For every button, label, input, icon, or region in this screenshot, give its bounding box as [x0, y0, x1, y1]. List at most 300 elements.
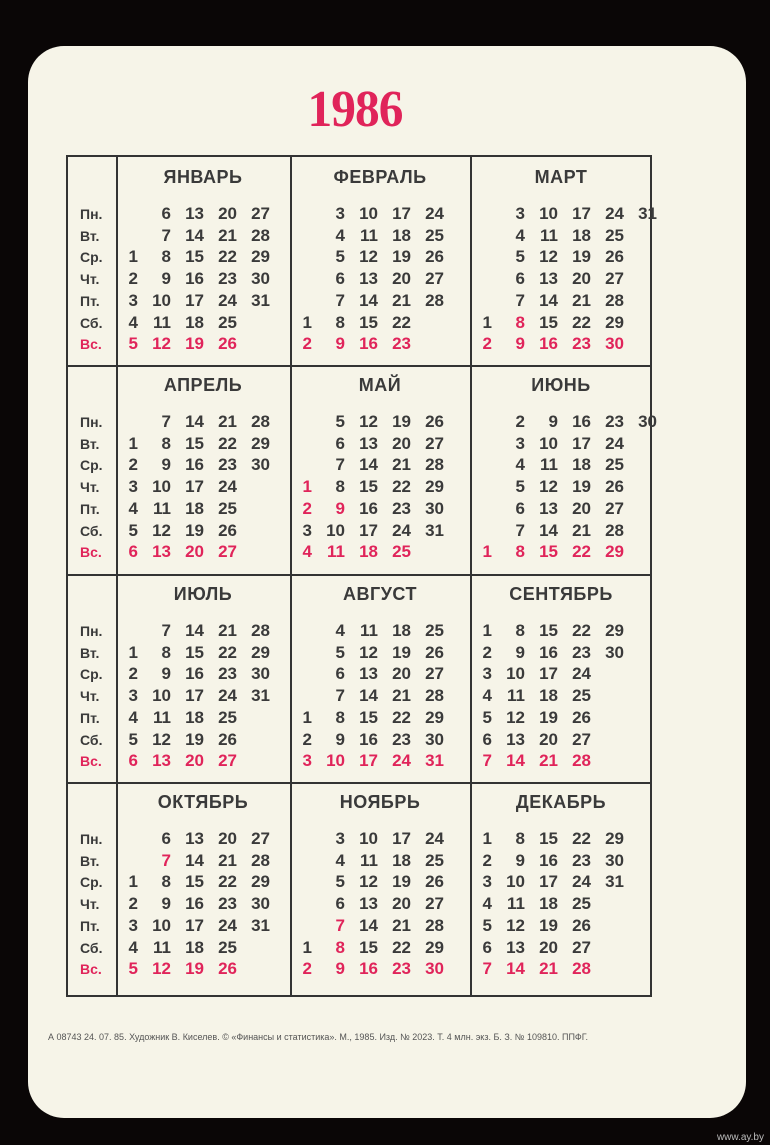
day-number: 2 [302, 729, 312, 749]
day-number: 29 [425, 937, 444, 957]
weekday-label: Пт. [80, 709, 100, 726]
day-number: 28 [605, 520, 624, 540]
month-name: ЯНВАРЬ [163, 167, 243, 187]
day-number: 12 [152, 334, 171, 354]
day-number: 25 [572, 894, 591, 914]
day-number: 24 [218, 477, 237, 497]
day-number: 19 [392, 872, 411, 892]
weekday-label: Чт. [80, 271, 100, 288]
day-number: 25 [218, 707, 237, 727]
weekday-label: Вт. [80, 227, 100, 244]
day-number: 31 [425, 520, 444, 540]
day-number: 7 [161, 412, 171, 431]
weekday-label: Ср. [80, 249, 103, 266]
day-number: 23 [605, 412, 624, 431]
day-number: 7 [335, 686, 345, 706]
day-number: 27 [605, 269, 624, 289]
day-number: 20 [218, 204, 237, 223]
weekday-label: Пн. [80, 414, 103, 430]
month-name: ДЕКАБРЬ [515, 792, 607, 812]
day-number: 22 [392, 707, 411, 727]
day-number: 16 [185, 664, 204, 684]
day-number: 10 [539, 204, 558, 223]
day-number: 23 [392, 498, 411, 518]
day-number: 22 [392, 312, 411, 332]
day-number: 25 [572, 686, 591, 706]
day-number: 4 [128, 498, 138, 518]
day-number: 6 [128, 542, 138, 562]
day-number: 13 [506, 729, 525, 749]
day-number: 7 [161, 225, 171, 245]
day-number: 10 [152, 477, 171, 497]
watermark: www.ay.by [716, 1132, 764, 1143]
day-number: 17 [185, 290, 204, 310]
day-number: 14 [506, 959, 525, 979]
weekday-label: Пн. [80, 831, 103, 847]
day-number: 12 [359, 642, 378, 662]
day-number: 5 [335, 412, 345, 431]
day-number: 26 [572, 915, 591, 935]
day-number: 17 [392, 829, 411, 848]
day-number: 2 [482, 850, 492, 870]
day-number: 9 [335, 498, 345, 518]
day-number: 23 [218, 664, 237, 684]
day-number: 30 [251, 269, 270, 289]
day-number: 8 [161, 247, 171, 267]
day-number: 23 [572, 642, 591, 662]
day-number: 22 [572, 829, 591, 848]
day-number: 2 [302, 959, 312, 979]
day-number: 8 [515, 829, 525, 848]
day-number: 29 [251, 872, 270, 892]
day-number: 29 [605, 312, 624, 332]
day-number: 26 [218, 334, 237, 354]
day-number: 2 [482, 334, 492, 354]
day-number: 16 [539, 334, 558, 354]
day-number: 9 [161, 894, 171, 914]
day-number: 2 [515, 412, 525, 431]
weekday-label: Сб. [80, 522, 103, 539]
day-number: 30 [425, 959, 444, 979]
day-number: 23 [572, 850, 591, 870]
day-number: 26 [218, 959, 237, 979]
day-number: 25 [218, 498, 237, 518]
day-number: 11 [153, 498, 171, 518]
day-number: 30 [605, 850, 624, 870]
day-number: 11 [360, 621, 378, 640]
day-number: 15 [185, 642, 204, 662]
day-number: 24 [392, 520, 411, 540]
day-number: 28 [251, 225, 270, 245]
weekday-label: Пн. [80, 623, 103, 639]
imprint-text: А 08743 24. 07. 85. Художник В. Киселев. © «Финансы и статистика». М., 1985. Изд. № 2023. Т. 4 млн. экз. Б. З. № 109810. ППФГ. [48, 1032, 589, 1042]
day-number: 12 [359, 247, 378, 267]
month-name: ОКТЯБРЬ [157, 792, 249, 812]
day-number: 12 [359, 412, 378, 431]
day-number: 30 [251, 894, 270, 914]
day-number: 10 [359, 204, 378, 223]
day-number: 24 [218, 290, 237, 310]
day-number: 19 [392, 412, 411, 431]
day-number: 24 [425, 204, 444, 223]
day-number: 11 [327, 542, 345, 562]
day-number: 25 [425, 225, 444, 245]
day-number: 17 [185, 686, 204, 706]
day-number: 19 [185, 729, 204, 749]
day-number: 28 [251, 850, 270, 870]
day-number: 13 [185, 204, 204, 223]
day-number: 9 [161, 664, 171, 684]
day-number: 16 [539, 642, 558, 662]
day-number: 17 [392, 204, 411, 223]
day-number: 21 [539, 751, 558, 771]
day-number: 12 [506, 915, 525, 935]
day-number: 1 [128, 872, 138, 892]
day-number: 27 [425, 664, 444, 684]
day-number: 24 [605, 204, 624, 223]
day-number: 29 [251, 247, 270, 267]
day-number: 24 [605, 433, 624, 453]
day-number: 19 [572, 247, 591, 267]
month-name: МАЙ [358, 375, 402, 395]
day-number: 4 [335, 225, 345, 245]
day-number: 21 [218, 225, 237, 245]
day-number: 19 [572, 477, 591, 497]
day-number: 7 [482, 751, 492, 771]
day-number: 14 [539, 290, 558, 310]
day-number: 23 [572, 334, 591, 354]
day-number: 18 [185, 707, 204, 727]
day-number: 24 [425, 829, 444, 848]
weekday-label: Сб. [80, 731, 103, 748]
day-number: 18 [185, 312, 204, 332]
day-number: 7 [482, 959, 492, 979]
day-number: 27 [251, 204, 270, 223]
day-number: 4 [482, 894, 492, 914]
day-number: 15 [539, 312, 558, 332]
weekday-label: Вс. [80, 544, 102, 561]
day-number: 3 [515, 204, 525, 223]
day-number: 17 [539, 872, 558, 892]
day-number: 15 [185, 433, 204, 453]
day-number: 13 [152, 751, 171, 771]
day-number: 1 [128, 642, 138, 662]
day-number: 5 [128, 520, 138, 540]
day-number: 15 [359, 937, 378, 957]
weekday-label: Ср. [80, 457, 103, 474]
day-number: 8 [161, 433, 171, 453]
day-number: 24 [218, 686, 237, 706]
day-number: 18 [392, 850, 411, 870]
day-number: 10 [359, 829, 378, 848]
weekday-label: Пт. [80, 917, 100, 934]
day-number: 2 [302, 498, 312, 518]
day-number: 23 [218, 894, 237, 914]
day-number: 30 [605, 642, 624, 662]
day-number: 20 [539, 729, 558, 749]
day-number: 27 [425, 269, 444, 289]
day-number: 4 [482, 686, 492, 706]
day-number: 30 [425, 729, 444, 749]
day-number: 23 [392, 334, 411, 354]
day-number: 19 [392, 642, 411, 662]
day-number: 8 [335, 707, 345, 727]
day-number: 1 [302, 707, 312, 727]
day-number: 6 [482, 937, 492, 957]
day-number: 26 [605, 477, 624, 497]
weekday-label: Сб. [80, 939, 103, 956]
day-number: 4 [515, 455, 525, 475]
day-number: 11 [153, 937, 171, 957]
day-number: 30 [605, 334, 624, 354]
day-number: 7 [161, 621, 171, 640]
day-number: 20 [185, 542, 204, 562]
day-number: 28 [425, 290, 444, 310]
day-number: 19 [539, 915, 558, 935]
day-number: 20 [392, 664, 411, 684]
day-number: 3 [482, 872, 492, 892]
day-number: 1 [482, 542, 492, 562]
weekday-label: Чт. [80, 896, 100, 913]
day-number: 18 [392, 225, 411, 245]
day-number: 14 [539, 520, 558, 540]
day-number: 27 [218, 542, 237, 562]
day-number: 11 [540, 225, 558, 245]
day-number: 15 [359, 477, 378, 497]
day-number: 7 [161, 850, 171, 870]
day-number: 3 [302, 520, 312, 540]
day-number: 27 [425, 433, 444, 453]
day-number: 14 [185, 850, 204, 870]
day-number: 9 [161, 455, 171, 475]
day-number: 16 [359, 959, 378, 979]
day-number: 26 [572, 707, 591, 727]
month-name: СЕНТЯБРЬ [509, 584, 613, 604]
day-number: 20 [392, 433, 411, 453]
day-number: 2 [128, 894, 138, 914]
day-number: 5 [128, 334, 138, 354]
day-number: 28 [251, 412, 270, 431]
day-number: 1 [482, 312, 492, 332]
day-number: 7 [515, 520, 525, 540]
day-number: 5 [128, 729, 138, 749]
column-divider [290, 157, 292, 995]
day-number: 28 [425, 686, 444, 706]
day-number: 9 [335, 959, 345, 979]
day-number: 1 [482, 829, 492, 848]
day-number: 8 [335, 937, 345, 957]
day-number: 6 [515, 269, 525, 289]
day-number: 4 [128, 312, 138, 332]
day-number: 25 [218, 312, 237, 332]
weekday-label: Чт. [80, 688, 100, 705]
weekday-label: Вт. [80, 852, 100, 869]
day-number: 14 [359, 915, 378, 935]
day-number: 21 [218, 850, 237, 870]
day-number: 12 [539, 247, 558, 267]
day-number: 22 [218, 872, 237, 892]
day-number: 28 [572, 959, 591, 979]
day-number: 16 [185, 894, 204, 914]
day-number: 13 [539, 269, 558, 289]
day-number: 18 [359, 542, 378, 562]
day-number: 24 [218, 915, 237, 935]
day-number: 1 [128, 433, 138, 453]
day-number: 27 [425, 894, 444, 914]
day-number: 13 [359, 269, 378, 289]
day-number: 22 [392, 937, 411, 957]
day-number: 21 [392, 455, 411, 475]
day-number: 5 [335, 872, 345, 892]
day-number: 20 [539, 937, 558, 957]
weekday-label: Ср. [80, 666, 103, 683]
day-number: 22 [392, 477, 411, 497]
day-number: 30 [251, 455, 270, 475]
day-number: 7 [515, 290, 525, 310]
day-number: 15 [359, 312, 378, 332]
day-number: 19 [392, 247, 411, 267]
weekday-label: Вс. [80, 753, 102, 770]
day-number: 16 [185, 455, 204, 475]
day-number: 23 [218, 455, 237, 475]
day-number: 16 [185, 269, 204, 289]
day-number: 17 [539, 664, 558, 684]
day-number: 31 [638, 204, 657, 223]
day-number: 26 [425, 642, 444, 662]
day-number: 20 [392, 894, 411, 914]
day-number: 2 [128, 664, 138, 684]
day-number: 28 [605, 290, 624, 310]
day-number: 26 [425, 412, 444, 431]
month-name: АПРЕЛЬ [163, 375, 243, 395]
day-number: 27 [605, 498, 624, 518]
row-divider [68, 574, 650, 576]
day-number: 21 [392, 915, 411, 935]
day-number: 11 [507, 686, 525, 706]
day-number: 17 [359, 751, 378, 771]
day-number: 3 [302, 751, 312, 771]
day-number: 29 [425, 477, 444, 497]
day-number: 10 [152, 290, 171, 310]
day-number: 12 [359, 872, 378, 892]
day-number: 5 [128, 959, 138, 979]
day-number: 30 [638, 412, 657, 431]
day-number: 27 [572, 729, 591, 749]
day-number: 21 [572, 290, 591, 310]
day-number: 11 [507, 894, 525, 914]
day-number: 16 [359, 334, 378, 354]
day-number: 15 [539, 829, 558, 848]
day-number: 31 [251, 290, 270, 310]
weekday-label: Пт. [80, 292, 100, 309]
day-number: 22 [218, 433, 237, 453]
day-number: 13 [359, 894, 378, 914]
day-number: 9 [515, 850, 525, 870]
day-number: 28 [251, 621, 270, 640]
day-number: 25 [392, 542, 411, 562]
day-number: 27 [218, 751, 237, 771]
day-number: 16 [359, 498, 378, 518]
day-number: 8 [161, 642, 171, 662]
day-number: 6 [482, 729, 492, 749]
day-number: 29 [425, 707, 444, 727]
day-number: 7 [335, 290, 345, 310]
day-number: 5 [335, 247, 345, 267]
day-number: 8 [335, 312, 345, 332]
day-number: 19 [185, 520, 204, 540]
day-number: 14 [185, 225, 204, 245]
day-number: 6 [335, 269, 345, 289]
day-number: 9 [335, 334, 345, 354]
day-number: 11 [360, 850, 378, 870]
day-number: 14 [359, 686, 378, 706]
day-number: 24 [392, 751, 411, 771]
day-number: 17 [185, 915, 204, 935]
day-number: 19 [539, 707, 558, 727]
day-number: 20 [185, 751, 204, 771]
day-number: 18 [185, 498, 204, 518]
day-number: 25 [218, 937, 237, 957]
day-number: 11 [540, 455, 558, 475]
day-number: 21 [392, 290, 411, 310]
day-number: 29 [251, 642, 270, 662]
day-number: 6 [335, 664, 345, 684]
day-number: 8 [515, 542, 525, 562]
day-number: 29 [605, 829, 624, 848]
day-number: 4 [128, 937, 138, 957]
day-number: 12 [152, 520, 171, 540]
day-number: 6 [515, 498, 525, 518]
day-number: 10 [506, 664, 525, 684]
day-number: 22 [572, 312, 591, 332]
day-number: 15 [185, 247, 204, 267]
day-number: 13 [185, 829, 204, 848]
day-number: 13 [359, 664, 378, 684]
day-number: 21 [539, 959, 558, 979]
day-number: 8 [335, 477, 345, 497]
month-name: ИЮНЬ [531, 375, 591, 395]
day-number: 26 [425, 872, 444, 892]
day-number: 8 [161, 872, 171, 892]
day-number: 2 [482, 642, 492, 662]
day-number: 18 [185, 937, 204, 957]
month-name: ИЮЛЬ [173, 584, 233, 604]
day-number: 1 [302, 312, 312, 332]
day-number: 11 [360, 225, 378, 245]
calendar-grid [66, 155, 657, 997]
day-number: 2 [128, 455, 138, 475]
day-number: 8 [515, 621, 525, 640]
day-number: 4 [335, 621, 345, 640]
day-number: 3 [515, 433, 525, 453]
day-number: 14 [506, 751, 525, 771]
day-number: 1 [302, 477, 312, 497]
day-number: 3 [335, 829, 345, 848]
day-number: 9 [548, 412, 558, 431]
day-number: 9 [161, 269, 171, 289]
day-number: 2 [128, 269, 138, 289]
day-number: 6 [335, 894, 345, 914]
day-number: 30 [425, 498, 444, 518]
day-number: 31 [251, 686, 270, 706]
day-number: 16 [359, 729, 378, 749]
day-number: 31 [605, 872, 624, 892]
weekday-label: Вс. [80, 336, 102, 353]
day-number: 24 [572, 664, 591, 684]
day-number: 26 [605, 247, 624, 267]
day-number: 22 [218, 642, 237, 662]
month-name: МАРТ [534, 167, 588, 187]
